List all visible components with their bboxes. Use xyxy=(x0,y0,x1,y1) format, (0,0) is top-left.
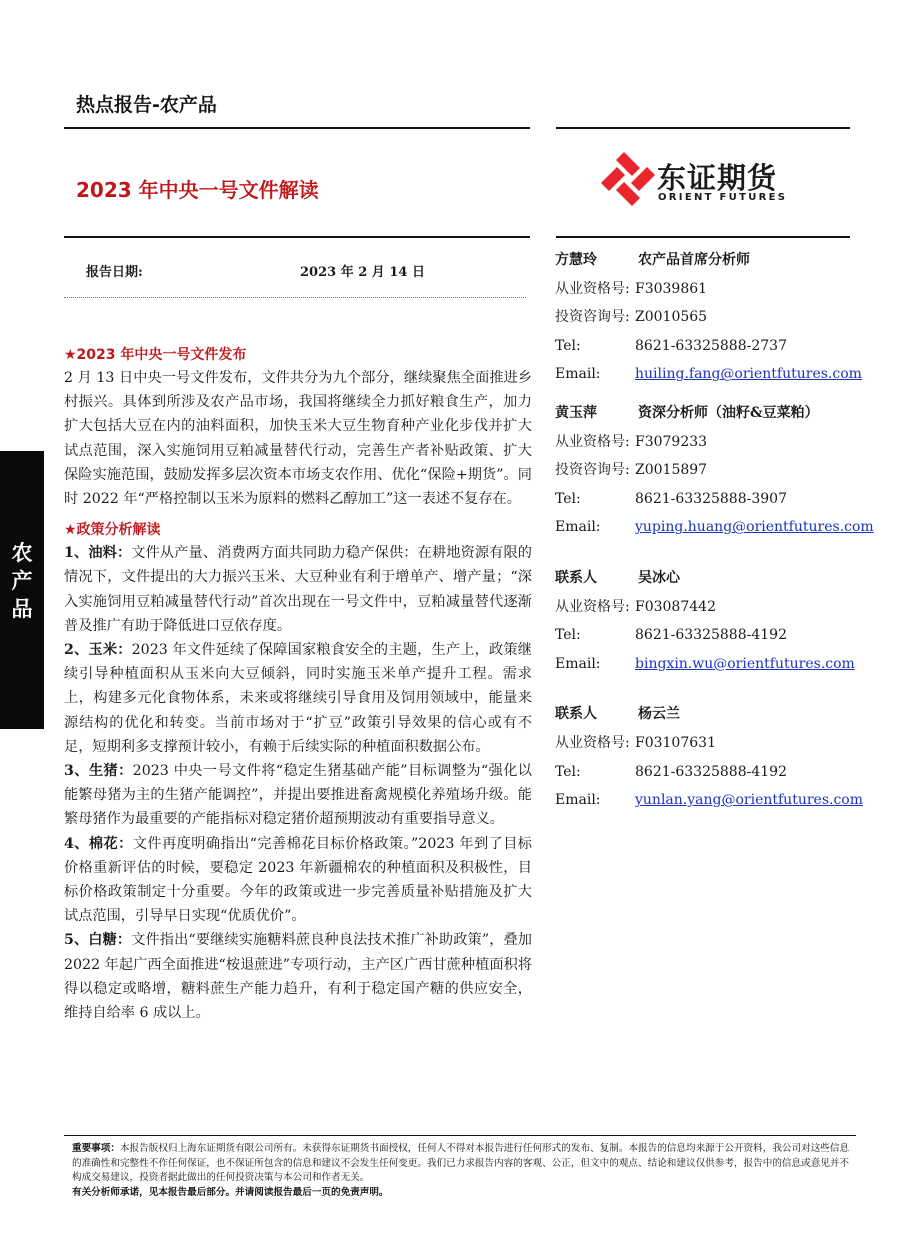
analyst-info-row xyxy=(555,360,862,389)
analyst-title: 资深分析师（油籽&豆菜粕） xyxy=(638,404,819,421)
analyst-header xyxy=(555,564,855,593)
analyst-info-value: 8621-63325888-4192 xyxy=(635,627,787,644)
side-category-tab-char: 品 xyxy=(11,597,33,621)
analyst-info-value: 8621-63325888-3907 xyxy=(635,490,787,507)
analyst-title: 杨云兰 xyxy=(638,706,680,723)
side-category-tab-char: 农 xyxy=(11,541,33,565)
section-heading: ★2023 年中央一号文件发布 xyxy=(64,347,247,363)
paragraph-text: 文件再度明确指出“完善棉花目标价格政策。”2023 年到了目标价格重新评估的时候，要稳定 2023 年新疆棉农的种植面积及积极性，目标价格政策制定十分重要。今年的政策或进一步完善质量补贴措施及扩大试点范围，引导早日实现“优质优价”。 xyxy=(64,835,532,925)
analyst-info-value: F3079233 xyxy=(635,433,708,450)
analyst-card xyxy=(555,700,863,814)
analyst-info-value: 8621-63325888-4192 xyxy=(635,763,787,780)
analyst-title: 吴冰心 xyxy=(638,569,680,586)
analyst-info-key: 从业资格号: xyxy=(555,734,630,751)
footer-rule xyxy=(64,1135,856,1136)
analyst-name: 方慧玲 xyxy=(555,252,597,268)
header-rule-left xyxy=(64,127,530,129)
paragraph-lead: 5、白糖： xyxy=(64,932,132,949)
analyst-header xyxy=(555,700,855,729)
analyst-info-key: 从业资格号: xyxy=(555,280,630,297)
analyst-info-row xyxy=(555,650,855,679)
logo-name-en: ORIENT FUTURES xyxy=(658,192,788,203)
paragraph-text: 文件从产量、消费两方面共同助力稳产保供：在耕地资源有限的情况下，文件提出的大力振兴玉米、大豆种业有利于增单产、增产量；“深入实施饲用豆粕减量替代行动”首次出现在一号文件中，豆粕减量替代逐渐普及推广有助于降低进口豆依存度。 xyxy=(64,545,532,634)
body-paragraph xyxy=(64,928,532,1025)
analyst-info-key: Tel: xyxy=(555,627,581,644)
analyst-info-row xyxy=(555,456,855,485)
side-category-tab-text xyxy=(0,539,44,623)
analyst-header xyxy=(555,246,855,275)
analyst-info-row xyxy=(555,303,855,332)
analyst-card xyxy=(555,246,862,389)
title-rule-left xyxy=(64,236,530,238)
analyst-info-row xyxy=(555,428,855,457)
paragraph-lead: 3、生猪： xyxy=(64,763,133,780)
analyst-info-row xyxy=(555,275,855,304)
analyst-email-link[interactable]: huiling.fang@orientfutures.com xyxy=(635,366,862,383)
analyst-info-key: Email: xyxy=(555,792,601,809)
paragraph-lead: 4、棉花： xyxy=(64,835,133,852)
analyst-info-key: Tel: xyxy=(555,490,581,507)
side-category-tab-char: 产 xyxy=(11,569,33,593)
body-paragraph xyxy=(64,638,532,759)
body-paragraph xyxy=(64,759,532,832)
analyst-name: 黄玉萍 xyxy=(555,404,597,421)
analyst-name: 联系人 xyxy=(555,569,597,586)
date-divider xyxy=(64,297,526,298)
analyst-info-value: Z0010565 xyxy=(635,309,708,326)
orient-futures-logo xyxy=(600,150,800,210)
paragraph-lead: 1、油料： xyxy=(64,545,132,562)
body-paragraph xyxy=(64,541,532,638)
analyst-info-key: Email: xyxy=(555,366,601,383)
analyst-header xyxy=(555,399,855,428)
analyst-info-row xyxy=(555,729,855,758)
analyst-card xyxy=(555,564,855,678)
paragraph-text: 文件指出“要继续实施糖料蔗良种良法技术推广补助政策”，叠加 2022 年起广西全面推进“桉退蔗进”专项行动，主产区广西甘蔗种植面积将得以稳定或略增，糖料蔗生产能力趋升，有利于稳定国产糖的供应安全，维持自给率 6 成以上。 xyxy=(64,932,532,1022)
side-category-tab xyxy=(0,451,44,729)
analyst-email-link[interactable]: yuping.huang@orientfutures.com xyxy=(635,519,874,536)
analyst-info-key: 从业资格号: xyxy=(555,598,630,615)
report-date-label: 报告日期: xyxy=(86,265,143,280)
body-paragraph xyxy=(64,832,532,929)
analyst-info-key: 从业资格号: xyxy=(555,433,630,450)
analyst-info-key: 投资咨询号: xyxy=(555,462,630,479)
analyst-info-key: Tel: xyxy=(555,763,581,780)
analyst-info-value: Z0015897 xyxy=(635,462,708,479)
analyst-info-row xyxy=(555,593,855,622)
analyst-info-key: Email: xyxy=(555,655,601,672)
analyst-card xyxy=(555,399,874,542)
analyst-info-row xyxy=(555,758,855,787)
disclaimer-footer xyxy=(72,1142,854,1200)
section-heading: ★政策分析解读 xyxy=(64,522,161,539)
analyst-info-row xyxy=(555,786,863,815)
analyst-email-link[interactable]: bingxin.wu@orientfutures.com xyxy=(635,655,855,672)
paragraph-text: 2023 年文件延续了保障国家粮食安全的主题，生产上，政策继续引导种植面积从玉米向大豆倾斜，同时实施玉米单产提升工程。需求上，构建多元化食物体系，未来或将继续引导食用及饲用领域中，能量来源结构的优化和转变。当前市场对于“扩豆”政策引导效果的信心或有不足，短期利多支撑预计较小，有赖于后续实际的种植面积数据公布。 xyxy=(64,642,532,755)
analyst-info-value: F03107631 xyxy=(635,734,716,751)
analyst-info-key: 投资咨询号: xyxy=(555,309,630,326)
analyst-info-row xyxy=(555,513,874,542)
analyst-info-value: 8621-63325888-2737 xyxy=(635,337,787,354)
analyst-email-link[interactable]: yunlan.yang@orientfutures.com xyxy=(635,792,863,809)
notice-label: 重要事项： xyxy=(72,1143,120,1154)
analyst-info-value: F3039861 xyxy=(635,280,708,297)
paragraph-lead: 2、玉米： xyxy=(64,642,132,659)
analyst-title: 农产品首席分析师 xyxy=(638,252,750,268)
analyst-info-row xyxy=(555,332,855,361)
analyst-info-value: F03087442 xyxy=(635,598,716,615)
analyst-name: 联系人 xyxy=(555,706,597,723)
analyst-info-row xyxy=(555,485,855,514)
body-paragraph xyxy=(64,366,532,511)
analyst-statement: 有关分析师承诺，见本报告最后部分。并请阅读报告最后一页的免责声明。 xyxy=(72,1186,389,1198)
paragraph-text: 2023 中央一号文件将“稳定生猪基础产能”目标调整为“强化以能繁母猪为主的生猪产能调控”，并提出要推进畜禽规模化养殖场升级。能繁母猪作为最重要的产能指标对稳定猪价超预期波动有重要指导意义。 xyxy=(64,763,532,828)
analyst-panel xyxy=(555,246,874,815)
paragraph-text: 2 月 13 日中央一号文件发布，文件共分为九个部分，继续聚焦全面推进乡村振兴。具体到所涉及农产品市场，我国将继续全力抓好粮食生产，加力扩大包括大豆在内的油料面积，加快玉米大豆生物育种产业化步伐并扩大试点范围，深入实施饲用豆粕减量替代行动，完善生产者补贴政策、扩大保险实施范围，鼓励发挥多层次资本市场支农作用、优化“保险+期货”。同时 2022 年“严格控制以玉米为原料的燃料乙醇加工”这一表述不复存在。 xyxy=(64,370,532,508)
report-category: 热点报告-农产品 xyxy=(76,94,217,116)
notice-text: 本报告版权归上海东证期货有限公司所有。未获得东证期货书面授权，任何人不得对本报告进行任何形式的发布、复制。本报告的信息均来源于公开资料，我公司对这些信息的准确性和完整性不作任何保证，也不保证所包含的信息和建议不会发生任何变更。我们已力求报告内容的客观、公正，但文中的观点、结论和建议仅供参考，报告中的信息或意见并不构成交易建议，投资者据此做出的任何投资决策与本公司和作者无关。 xyxy=(72,1143,850,1184)
logo-name-cn: 东证期货 xyxy=(657,161,778,195)
main-content xyxy=(64,344,532,1025)
orient-futures-logo-mark-icon xyxy=(600,150,656,208)
header-rule-right xyxy=(556,127,850,129)
analyst-info-row xyxy=(555,621,855,650)
report-date-value: 2023 年 2 月 14 日 xyxy=(300,265,425,280)
title-rule-right xyxy=(556,236,850,238)
analyst-info-key: Tel: xyxy=(555,337,581,354)
report-title: 2023 年中央一号文件解读 xyxy=(76,178,319,202)
analyst-info-key: Email: xyxy=(555,519,601,536)
